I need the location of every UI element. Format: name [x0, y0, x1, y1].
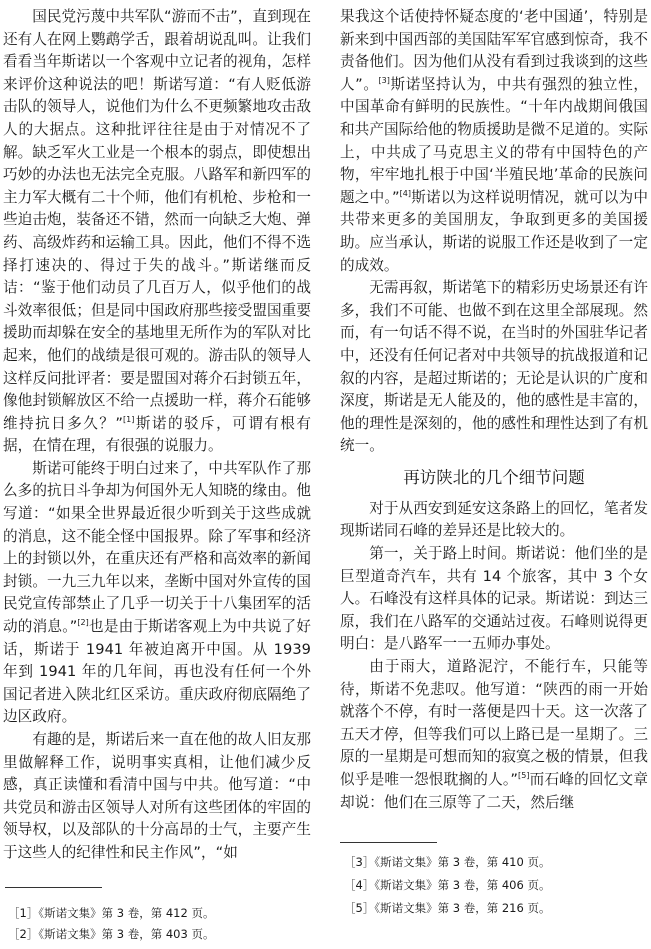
footnote-ref: [1]: [122, 414, 135, 424]
body-paragraph: 国民党污蔑中共军队“游而不击”，直到现在还有人在网上鹦鹉学舌，跟着胡说乱叫。让我们看看当年斯诺以一个客观中立记者的视角，怎样来评价这种说法的吧！斯诺写道：“有人贬低游击队的领导人，说他们为什么不更频繁地攻击敌人的大据点。这种批评往往是由于对情况不了解。缺乏军火工业是一个根本的弱点，即使想出巧妙的办法也无法完全克服。八路军和新四军的主力军大概有二十个师，他们有机枪、步枪和一些迫击炮，装备还不错，然而一向缺乏大炮、弹药、高级炸药和运输工具。因此，他们不得不选择打速决的、得过于失的战斗。”斯诺继而反诘：“鉴于他们动员了几百万人，似乎他们的战斗效率很低；但是同中国政府那些接受盟国重要援助而却躲在安全的基地里无所作为的军队对比起来，他们的战绩是很可观的。游击队的领导人这样反问批评者：要是盟国对蒋介石封锁五年，像他封锁解放区不给一点援助一样，蒋介石能够维持抗日多久？”[1]斯诺的驳斥，可谓有根有据，在情在理，有很强的说服力。: [3, 8, 311, 455]
body-paragraph: 果我这个话使持怀疑态度的‘老中国通’，特别是新来到中国西部的美国陆军军官感到惊奇，我不责备他们。因为他们从没有看到过我谈到的这些人”。[3]斯诺坚持认为，中共有强烈的独立性，中国革命有鲜明的民族性。“十年内战期间俄国和共产国际给他的物质援助是微不足道的。实际上，中共成了马克思主义的带有中国特色的产物，牢牢地扎根于中国‘半殖民地’革命的民族问题之中。”[4]斯诺以为这样说明情况，就可以为中共带来更多的美国朋友，争取到更多的美国援助。应当承认，斯诺的说服工作还是收到了一定的成效。: [340, 8, 648, 274]
footnote: ［3］《斯诺文集》第 3 卷，第 410 页。: [344, 855, 551, 869]
footnote: ［2］《斯诺文集》第 3 卷，第 403 页。: [8, 927, 215, 941]
footnote-divider: [5, 887, 102, 888]
footnote-divider: [340, 842, 437, 843]
footnote-ref: [3]: [378, 75, 390, 85]
body-paragraph: 第一，关于路上时间。斯诺说：他们坐的是巨型道奇汽车，共有 14 个旅客，其中 3 个女人。石峰没有这样具体的记录。斯诺说：到达三原，我们在八路军的交通站过夜。石峰则说得更明白：是八路军一一五师办事处。: [340, 545, 648, 653]
footnote: ［1］《斯诺文集》第 3 卷，第 412 页。: [8, 906, 215, 920]
footnote: ［5］《斯诺文集》第 3 卷，第 216 页。: [344, 901, 551, 915]
left-column: [3, 6, 311, 865]
footnote: ［4］《斯诺文集》第 3 卷，第 406 页。: [344, 878, 551, 892]
body-paragraph: 有趣的是，斯诺后来一直在他的故人旧友那里做解释工作，说明事实真相，让他们减少反感，真正读懂和看清中国与中共。他写道：“中共党员和游击区领导人对所有这些团体的牢固的领导权，以及部队的十分高昂的士气，主要产生于这些人的纪律性和民主作风”，“如: [3, 731, 311, 861]
section-title: 再访陕北的几个细节问题: [403, 467, 585, 487]
body-paragraph: 无需再叙，斯诺笔下的精彩历史场景还有许多，我们不可能、也做不到在这里全部展现。然而，有一句话不得不说，在当时的外国驻华记者中，还没有任何记者对中共领导的抗战报道和记叙的内容，是超过斯诺的；无论是认识的广度和深度，斯诺是无人能及的，他的感性是丰富的，他的理性是深刻的，他的感性和理性达到了有机统一。: [340, 279, 648, 455]
footnote-ref: [5]: [518, 771, 530, 780]
footnote-ref: [2]: [77, 618, 89, 628]
body-paragraph: 斯诺可能终于明白过来了，中共军队作了那么多的抗日斗争却为何国外无人知晓的缘由。他写道：“如果全世界最近很少听到关于这些成就的消息，这不能全怪中国报界。除了军事和经济上的封锁以外，在重庆还有严格和高效率的新闻封锁。一九三九年以来，垄断中国对外宣传的国民党宣传部禁止了几乎一切关于十八集团军的活动的消息。”[2]也是由于斯诺客观上为中共说了好话，斯诺于 1941 年被迫离开中国。从 1939 年到 1941 年的几年间，再也没有任何一个外国记者进入陕北红区采访。重庆政府彻底隔绝了边区政府。: [3, 459, 311, 726]
body-paragraph: 对于从西安到延安这条路上的回忆，笔者发现斯诺同石峰的差异还是比较大的。: [340, 499, 648, 540]
body-paragraph: 由于雨大，道路泥泞，不能行车，只能等待，斯诺不免悲叹。他写道：“陕西的雨一开始就落个不停，有时一落便是四十天。这一次落了五天才停，但等我们可以上路已是一星期了。三原的一星期是可想而知的寂寞之极的情景，但我似乎是唯一怨恨耽搁的人。”[5]而石峰的回忆文章却说：他们在三原等了二天，然后继: [340, 658, 648, 811]
right-column: [340, 6, 648, 814]
footnote-ref: [4]: [399, 188, 412, 198]
